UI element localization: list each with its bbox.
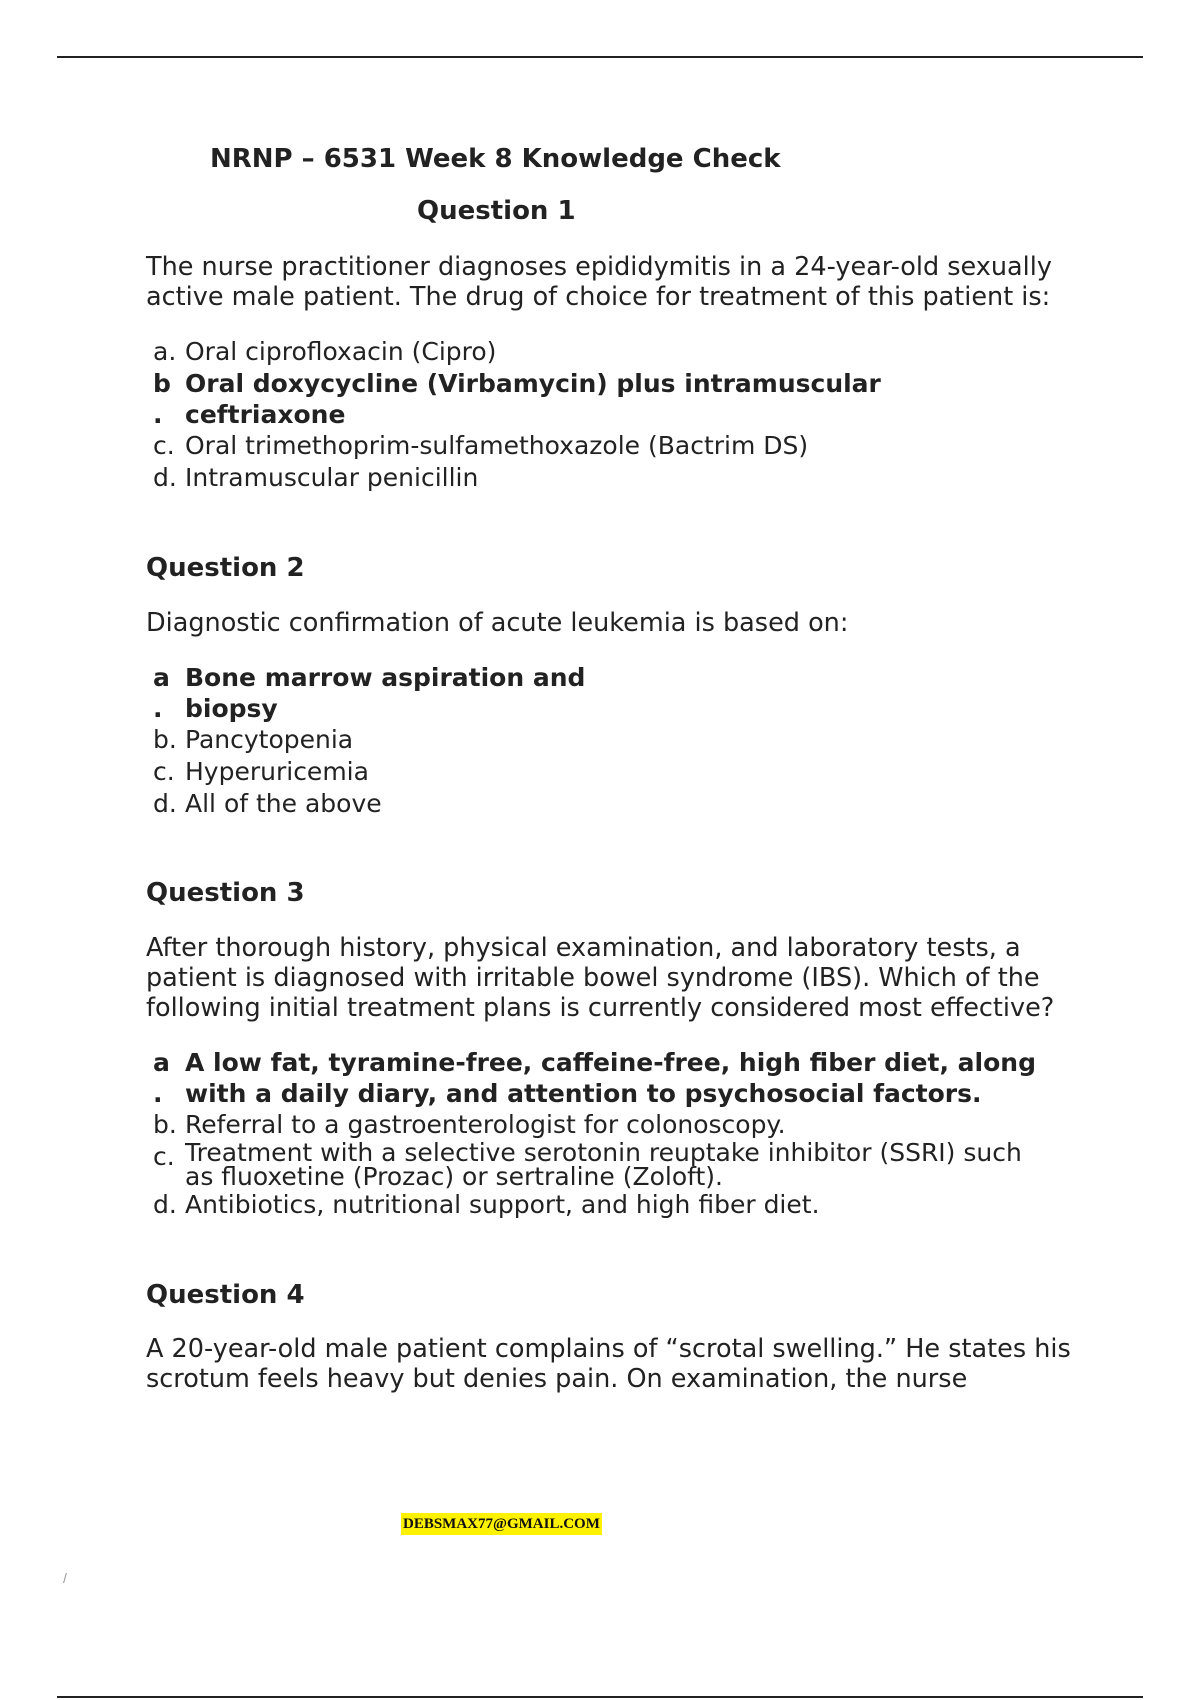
corner-mark: /	[63, 1570, 67, 1586]
question-2-option-b: b. Pancytopenia	[153, 725, 354, 754]
question-3-heading: Question 3	[146, 878, 305, 908]
question-4-stem: A 20-year-old male patient complains of “scrotal swelling.” He states his scrotum feels heavy but denies pain. On examination, the nurse	[146, 1334, 1071, 1394]
question-2-option-d: d. All of the above	[153, 789, 382, 818]
question-3-stem: After thorough history, physical examination, and laboratory tests, a patient is diagnosed with irritable bowel syndrome (IBS). Which of the following initial treatment plans is currently considered most effective?	[146, 933, 1055, 1023]
question-3-option-a-correct: a A low fat, tyramine-free, caffeine-free, high fiber diet, along	[153, 1048, 1036, 1077]
question-2-stem: Diagnostic confirmation of acute leukemia is based on:	[146, 608, 849, 638]
question-1-heading: Question 1	[417, 196, 576, 226]
question-3-option-a-continuation: . with a daily diary, and attention to psychosocial factors.	[153, 1079, 982, 1108]
question-4-heading: Question 4	[146, 1280, 305, 1310]
question-1-option-d: d. Intramuscular penicillin	[153, 463, 479, 492]
footer-email-watermark: DEBSMAX77@GMAIL.COM	[401, 1513, 602, 1535]
question-1-options	[153, 336, 881, 494]
document-title: NRNP – 6531 Week 8 Knowledge Check	[210, 144, 781, 174]
question-2-options	[153, 662, 585, 820]
question-2-option-a-correct: a Bone marrow aspiration and	[153, 663, 586, 692]
question-2-heading: Question 2	[146, 553, 305, 583]
question-1-option-b-continuation: . ceftriaxone	[153, 400, 346, 429]
question-3-options	[153, 1047, 1036, 1221]
question-1-option-b-correct: b Oral doxycycline (Virbamycin) plus intramuscular	[153, 369, 881, 398]
question-2-option-a-continuation: . biopsy	[153, 694, 278, 723]
question-3-option-c: c. Treatment with a selective serotonin reuptake inhibitor (SSRI) such as fluoxetine (Prozac) or sertraline (Zoloft).	[153, 1138, 1022, 1191]
question-3-option-b: b. Referral to a gastroenterologist for colonoscopy.	[153, 1110, 786, 1139]
question-3-option-d: d. Antibiotics, nutritional support, and high fiber diet.	[153, 1190, 820, 1219]
question-1-option-c: c. Oral trimethoprim-sulfamethoxazole (Bactrim DS)	[153, 431, 809, 460]
question-1-stem: The nurse practitioner diagnoses epididymitis in a 24-year-old sexually active male patient. The drug of choice for treatment of this patient is:	[146, 252, 1052, 312]
question-1-option-a: a. Oral ciprofloxacin (Cipro)	[153, 337, 497, 366]
top-rule	[57, 56, 1143, 58]
question-2-option-c: c. Hyperuricemia	[153, 757, 369, 786]
bottom-rule	[57, 1696, 1143, 1698]
